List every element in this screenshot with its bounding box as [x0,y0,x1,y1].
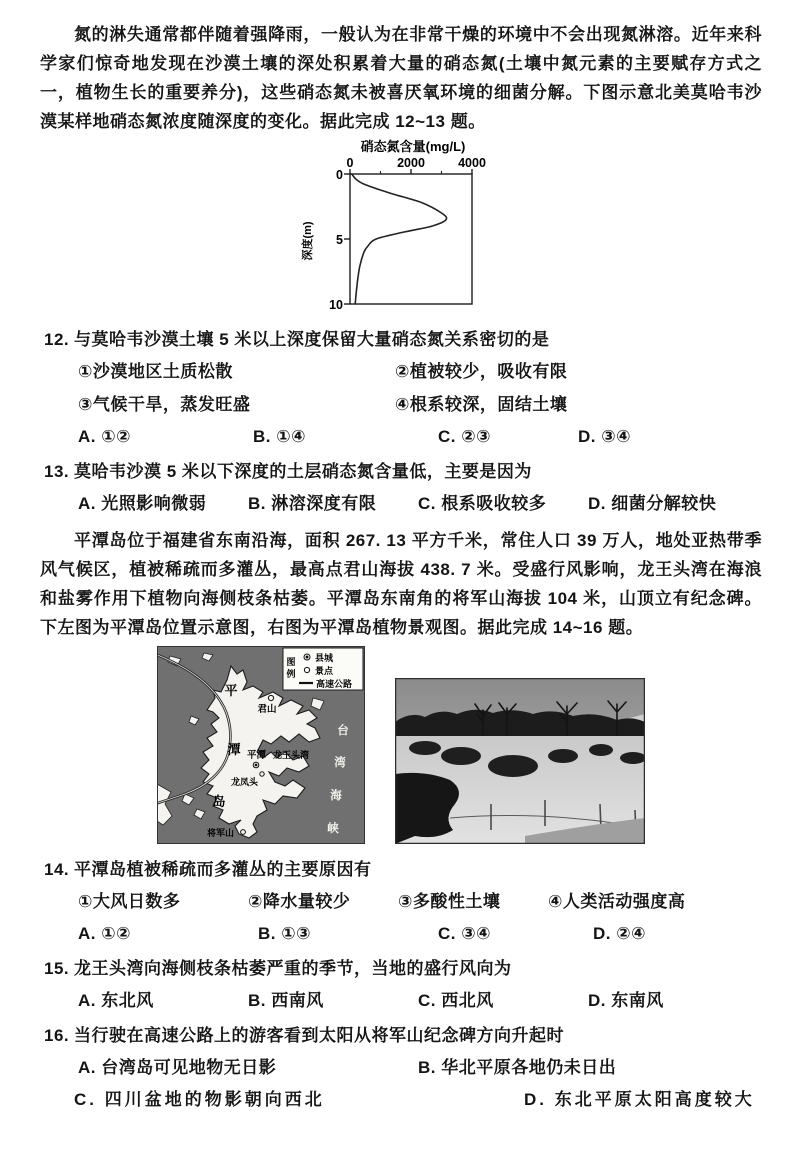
legend-title-char-1: 图 [286,657,296,667]
choice-a: A. ①② [78,924,132,943]
question-12-choices [44,423,762,451]
sea-char-tai: 台 [337,725,349,737]
question-13-choices [44,490,762,518]
intro-paragraph-nitrogen: 氮的淋失通常都伴随着强降雨，一般认为在非常干燥的环境中不会出现氮淋溶。近年来科学家们惊奇地发现在沙漠土壤的深处积累着大量的硝态氮(土壤中氮元素的主要赋存方式之一，植物生长的重要养分)，这些硝态氮未被喜厌氧环境的细菌分解。下图示意北美莫哈韦沙漠某样地硝态氮浓度随深度的变化。据此完成 12~13 题。 [40,25,762,131]
question-16-choices-row1 [44,1054,762,1082]
island-char-ping: 平 [224,683,238,698]
choice-c: C. ③④ [438,924,492,943]
legend-title-char-2: 例 [286,669,296,679]
longfengtou-label: 龙凤头 [231,777,259,787]
question-16 [40,1022,762,1114]
suboption-4: ④人类活动强度高 [548,892,686,911]
question-14-suboptions [44,888,762,916]
question-number: 16. [44,1026,70,1045]
choice-a: A. ①② [78,427,132,446]
suboption-2: ②植被较少，吸收有限 [395,362,568,381]
choice-c: C. 根系吸收较多 [418,494,547,513]
y-tick-0: 0 [336,168,343,182]
longwangtou-bay-label: 龙王头湾 [273,750,310,760]
y-axis-label: 深度(m) [302,221,314,261]
pingtan-county-marker-dot [255,764,258,767]
choice-d: D. 东北平原太阳高度较大 [524,1090,755,1109]
choice-d: D. ②④ [593,924,647,943]
choice-b: B. ①③ [258,924,312,943]
question-16-choices-row2 [44,1086,762,1114]
map-legend [283,648,363,690]
choice-c: C. 四川盆地的物影朝向西北 [74,1090,325,1109]
jiangjunshan-label: 将军山 [207,828,235,838]
question-number: 12. [44,330,70,349]
question-14-choices [44,920,762,948]
island-char-tan: 潭 [227,742,241,757]
question-12 [40,326,762,451]
pingtan-location-map [157,646,365,844]
legend-spot-label: 景点 [315,666,334,676]
y-tick-5: 5 [336,233,343,247]
x-tick-2000: 2000 [397,156,425,170]
x-tick-0: 0 [346,156,354,170]
junshan-spot-marker [268,695,273,700]
suboption-1: ①大风日数多 [78,892,181,911]
intro-paragraph-pingtan: 平潭岛位于福建省东南沿海，面积 267. 13 平方千米，常住人口 39 万人，地处亚热带季风气候区，植被稀疏而多灌丛，最高点君山海拔 438. 7 米。受盛行风影响，龙王头湾在海浪和盐雾作用下植物向海侧枝条枯萎。平潭岛东南角的将军山海拔 104 米，山顶立有纪念碑。下左图为平潭岛位置示意图，右图为平潭岛植物景观图。据此完成 14~16 题。 [40,531,762,637]
choice-c: C. 西北风 [418,991,494,1010]
nitrate-depth-chart [296,138,762,322]
question-14 [40,856,762,948]
x-tick-4000: 4000 [458,156,486,170]
question-14-stem: 14. 平潭岛植被稀疏而多灌丛的主要原因有 [44,856,762,884]
nitrate-concentration-curve [352,174,447,304]
plot-frame [350,174,472,304]
choice-b: B. 华北平原各地仍未日出 [418,1058,617,1077]
choice-b: B. ①④ [253,427,307,446]
suboption-3: ③气候干旱，蒸发旺盛 [78,395,251,414]
choice-d: D. ③④ [578,427,632,446]
choice-b: B. 淋溶深度有限 [248,494,377,513]
junshan-label: 君山 [257,704,277,715]
choice-b: B. 西南风 [248,991,324,1010]
jiangjunshan-spot-marker [241,830,246,835]
pingtan-vegetation-photo [395,678,645,844]
y-ticks [344,174,350,304]
island-char-dao: 岛 [212,794,226,809]
suboption-1: ①沙漠地区土质松散 [78,362,233,381]
sea-char-wan: 湾 [334,757,346,769]
figures-row [157,646,762,844]
question-12-suboptions [44,358,762,419]
suboption-2: ②降水量较少 [248,892,351,911]
suboption-4: ④根系较深，固结土壤 [395,395,568,414]
choice-a: A. 东北风 [78,991,154,1010]
question-15-choices [44,987,762,1015]
choice-d: D. 细菌分解较快 [588,494,717,513]
question-16-stem: 16. 当行驶在高速公路上的游客看到太阳从将军山纪念碑方向升起时 [44,1022,762,1050]
choice-c: C. ②③ [438,427,492,446]
county-seat-symbol-dot [306,656,309,659]
scenic-spot-symbol [304,667,309,672]
sea-char-xia: 峡 [327,823,339,835]
longfengtou-spot-marker [260,772,264,776]
x-major-ticks [350,169,472,174]
question-number: 14. [44,860,70,879]
legend-highway-label: 高速公路 [316,679,353,689]
choice-a: A. 光照影响微弱 [78,494,207,513]
y-tick-10: 10 [329,298,343,312]
choice-a: A. 台湾岛可见地物无日影 [78,1058,277,1077]
question-13 [40,458,762,518]
question-15-stem: 15. 龙王头湾向海侧枝条枯萎严重的季节，当地的盛行风向为 [44,955,762,983]
question-number: 13. [44,462,70,481]
chart-title: 硝态氮含量(mg/L) [360,139,466,154]
legend-county-label: 县城 [315,653,334,663]
question-12-stem: 12. 与莫哈韦沙漠土壤 5 米以上深度保留大量硝态氮关系密切的是 [44,326,762,354]
question-15 [40,955,762,1015]
question-number: 15. [44,959,70,978]
pingtan-town-label: 平潭 [247,750,267,761]
sea-char-hai: 海 [330,790,342,802]
suboption-3: ③多酸性土壤 [398,892,501,911]
choice-d: D. 东南风 [588,991,664,1010]
question-13-stem: 13. 莫哈韦沙漠 5 米以下深度的土层硝态氮含量低，主要是因为 [44,458,762,486]
